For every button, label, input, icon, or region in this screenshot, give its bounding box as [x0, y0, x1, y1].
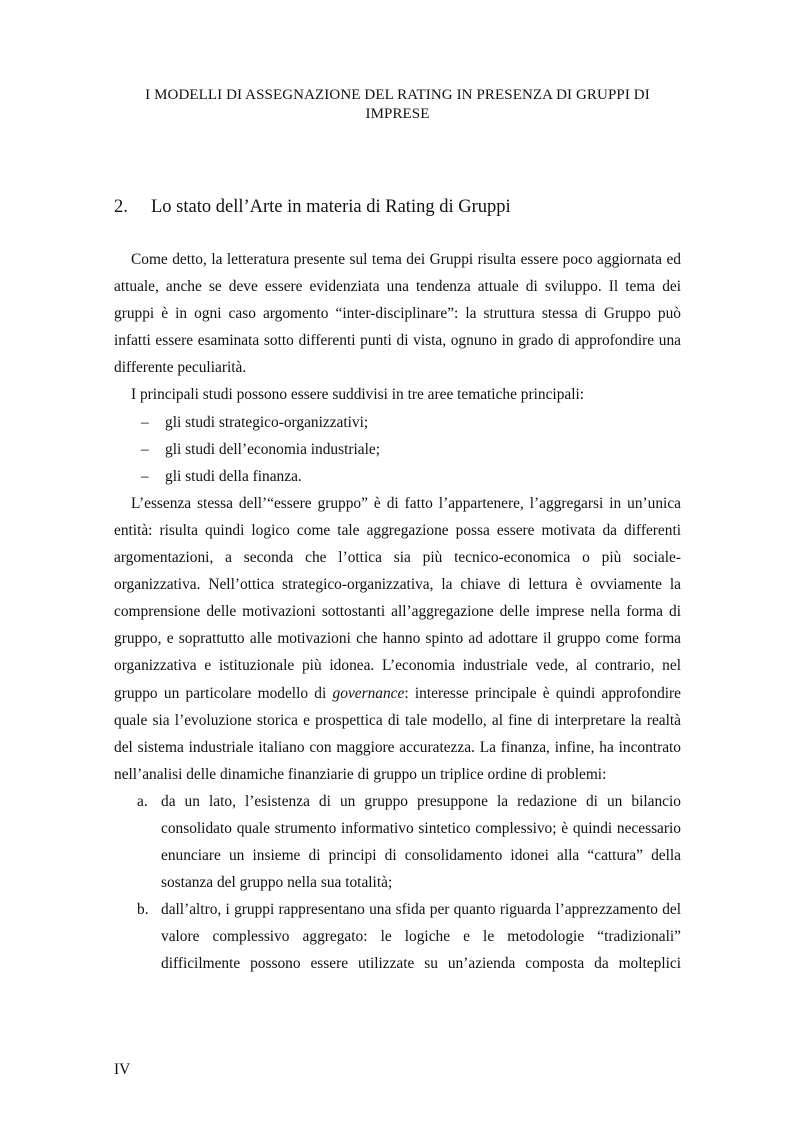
dash-marker: – [141, 440, 149, 458]
study-areas-list [114, 409, 681, 490]
italic-term-governance: governance [332, 684, 405, 702]
section-title: Lo stato dell’Arte in materia di Rating di Gruppi [151, 197, 511, 217]
paragraph-text: L’essenza stessa dell’“essere gruppo” è di fatto l’appartenere, l’aggregarsi in un’unica entità: risulta quindi logico come tale aggregazione possa essere motivata da differenti argomentazioni, a seconda che l’ottica sia più tecnico-economica o più sociale-organizzativa. Nell’ottica strategico-organizzativa, la chiave di lettura è ovviamente la comprensione delle motivazioni sottostanti all’aggregazione delle imprese nella forma di gruppo, e soprattutto alle motivazioni che hanno spinto ad adottare il gruppo come forma organizzativa e istituzionale più idonea. L’economia industriale vede, al contrario, nel gruppo un particolare modello di [114, 494, 681, 702]
list-item [114, 436, 681, 463]
section-heading [114, 196, 511, 218]
letter-marker: b. [137, 901, 149, 919]
page-number: IV [114, 1061, 131, 1078]
list-item [114, 896, 681, 977]
running-header: I MODELLI DI ASSEGNAZIONE DEL RATING IN PRESENZA DI GRUPPI DI IMPRESE [145, 87, 650, 122]
paragraph-group-essence [114, 490, 681, 788]
dash-marker: – [141, 413, 149, 431]
list-item-text: gli studi strategico-organizzativi; [165, 413, 369, 431]
list-item [114, 463, 681, 490]
list-item-text: da un lato, l’esistenza di un gruppo presuppone la redazione di un bilancio consolidato quale strumento informativo sintetico complessivo; è quindi necessario enunciare un insieme di principi di consolidamento idonei alla “cattura” della sostanza del gruppo nella sua totalità; [161, 792, 681, 892]
paragraph-study-areas: I principali studi possono essere suddivisi in tre aree tematiche principali: [131, 386, 585, 404]
body-text [114, 246, 681, 978]
list-item-text: dall’altro, i gruppi rappresentano una sfida per quanto riguarda l’apprezzamento del valore complessivo aggregato: le logiche e le metodologie “tradizionali” difficilmente possono essere utilizzate su un’azienda composta da molteplici [161, 901, 681, 973]
list-item [114, 788, 681, 896]
paragraph-text: : interesse principale è quindi approfondire quale sia l’evoluzione storica e prospettica di tale modello, al fine di interpretare la realtà del sistema industriale italiano con maggiore accuratezza. La finanza, infine, ha incontrato nell’analisi delle dinamiche finanziarie di gruppo un triplice ordine di problemi: [114, 684, 681, 783]
dash-marker: – [141, 467, 149, 485]
paragraph-intro: Come detto, la letteratura presente sul tema dei Gruppi risulta essere poco aggiornata ed attuale, anche se deve essere evidenziata una tendenza attuale di sviluppo. Il tema dei gruppi è in ogni caso argomento “inter-disciplinare”: la struttura stessa di Gruppo può infatti essere esaminata sotto differenti punti di vista, ognuno in grado di approfondire una differente peculiarità. [114, 251, 681, 377]
list-item-text: gli studi dell’economia industriale; [165, 440, 380, 458]
letter-marker: a. [137, 792, 148, 810]
list-item-text: gli studi della finanza. [165, 467, 302, 485]
section-number: 2. [114, 197, 128, 217]
list-item [114, 409, 681, 436]
problems-list [114, 788, 681, 978]
